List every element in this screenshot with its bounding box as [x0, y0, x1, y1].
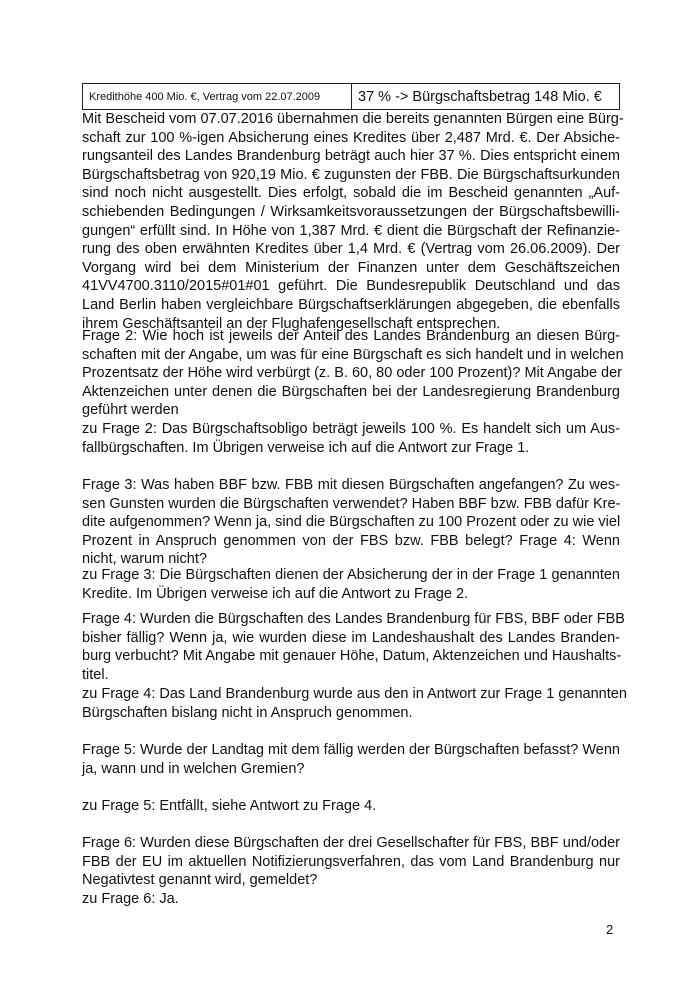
- text-line: sen Gunsten wurden die Bürgschaften verwendet? Haben BBF bzw. FBB dafür Kre-: [82, 495, 621, 512]
- text-line: Negativtest genannt wird, gemeldet?: [82, 872, 318, 889]
- text-line: Prozentsatz der Höhe wird verbürgt (z. B. 60, 80 oder 100 Prozent)? Mit Angabe der: [82, 365, 623, 382]
- question-4: [82, 610, 625, 684]
- question-5: [82, 741, 620, 778]
- question-6: [82, 834, 620, 890]
- question-3: [82, 476, 620, 569]
- text-line: 41VV4700.3110/2015#01#01 geführt. Die Bundesrepublik Deutschland und das: [82, 278, 620, 295]
- text-line: Bürgschaften bislang nicht in Anspruch genommen.: [82, 704, 413, 721]
- text-line: Prozent in Anspruch genommen von der FBS bzw. FBB belegt? Frage 4: Wenn: [82, 532, 620, 549]
- text-line: sind noch nicht ausgestellt. Dies erfolgt, sobald die im Bescheid genannten „Auf-: [82, 185, 620, 202]
- answer-6: [82, 890, 620, 909]
- text-line: fallbürgschaften. Im Übrigen verweise ich auf die Antwort zur Frage 1.: [82, 439, 530, 456]
- text-line: rungsanteil des Landes Brandenburg beträgt auch hier 37 %. Dies entspricht einem: [82, 148, 620, 165]
- credit-summary-table: [82, 83, 620, 110]
- text-line: Vorgang wird bei dem Ministerium der Finanzen unter dem Geschäftszeichen: [82, 259, 620, 276]
- text-line: schiebenden Bedingungen / Wirksamkeitsvoraussetzungen der Bürgschaftsbewilli-: [82, 203, 620, 220]
- page-number: 2: [606, 922, 614, 937]
- question-2: [82, 327, 624, 420]
- text-line: zu Frage 6: Ja.: [82, 891, 179, 907]
- credit-amount-cell: Kredithöhe 400 Mio. €, Vertrag vom 22.07.2009: [83, 84, 352, 110]
- text-line: geführt werden: [82, 402, 179, 419]
- text-line: schaft zur 100 %-igen Absicherung eines Kredites über 2,487 Mrd. €. Der Absiche-: [82, 129, 620, 146]
- text-line: Frage 2: Wie hoch ist jeweils der Anteil des Landes Brandenburg an diesen Bürg-: [82, 328, 620, 344]
- text-line: titel.: [82, 666, 109, 683]
- intro-paragraph: [82, 110, 624, 333]
- text-line: Land Berlin haben vergleichbare Bürgschaftserklärungen abgegeben, die ebenfalls: [82, 296, 620, 313]
- answer-2: [82, 420, 620, 457]
- text-line: dite aufgenommen? Wenn ja, sind die Bürgschaften zu 100 Prozent oder zu wie viel: [82, 514, 621, 531]
- text-line: Bürgschaftsbetrag von 920,19 Mio. € zugunsten der FBB. Die Bürgschaftsurkunden: [82, 166, 620, 183]
- text-line: Frage 4: Wurden die Bürgschaften des Landes Brandenburg für FBS, BBF oder FBB: [82, 611, 625, 627]
- guarantee-amount-cell: 37 % -> Bürgschaftsbetrag 148 Mio. €: [352, 84, 620, 110]
- text-line: Kredite. Im Übrigen verweise ich auf die Antwort zu Frage 2.: [82, 585, 469, 602]
- text-line: Frage 6: Wurden diese Bürgschaften der drei Gesellschafter für FBS, BBF und/oder: [82, 835, 620, 851]
- text-line: rung des oben erwähnten Kredites über 1,4 Mrd. € (Vertrag vom 26.06.2009). Der: [82, 241, 620, 258]
- text-line: Aktenzeichen unter denen die Bürgschaften bei der Landesregierung Brandenburg: [82, 383, 620, 400]
- text-line: Frage 3: Was haben BBF bzw. FBB mit diesen Bürgschaften angefangen? Zu wes-: [82, 477, 620, 493]
- text-line: nicht, warum nicht?: [82, 551, 207, 568]
- text-line: zu Frage 4: Das Land Brandenburg wurde aus den in Antwort zur Frage 1 genannten: [82, 686, 627, 702]
- text-line: FBB der EU im aktuellen Notifizierungsverfahren, das vom Land Brandenburg nur: [82, 853, 620, 870]
- text-line: zu Frage 3: Die Bürgschaften dienen der Absicherung der in der Frage 1 genannten: [82, 567, 620, 583]
- text-line: zu Frage 2: Das Bürgschaftsobligo beträgt jeweils 100 %. Es handelt sich um Aus-: [82, 421, 620, 437]
- text-line: Mit Bescheid vom 07.07.2016 übernahmen die bereits genannten Bürgen eine Bürg-: [82, 111, 624, 127]
- text-line: bisher fällig? Wenn ja, wie wurden diese im Landeshaushalt des Landes Branden-: [82, 629, 620, 646]
- answer-3: [82, 566, 620, 603]
- text-line: schaften mit der Angabe, um was für eine Bürgschaft es sich handelt und in welchen: [82, 346, 624, 363]
- text-line: ja, wann und in welchen Gremien?: [82, 760, 305, 777]
- text-line: zu Frage 5: Entfällt, siehe Antwort zu Frage 4.: [82, 798, 377, 814]
- text-line: gungen“ erfüllt sind. In Höhe von 1,387 Mrd. € dient die Bürgschaft der Refinanzie-: [82, 222, 620, 239]
- answer-4: [82, 685, 627, 722]
- text-line: ihrem Geschäftsanteil an der Flughafengesellschaft entsprechen.: [82, 315, 501, 332]
- table-row: [83, 84, 620, 110]
- answer-5: [82, 797, 620, 816]
- text-line: Frage 5: Wurde der Landtag mit dem fällig werden der Bürgschaften befasst? Wenn: [82, 742, 620, 758]
- text-line: burg verbucht? Mit Angabe mit genauer Höhe, Datum, Aktenzeichen und Haushalts-: [82, 648, 622, 665]
